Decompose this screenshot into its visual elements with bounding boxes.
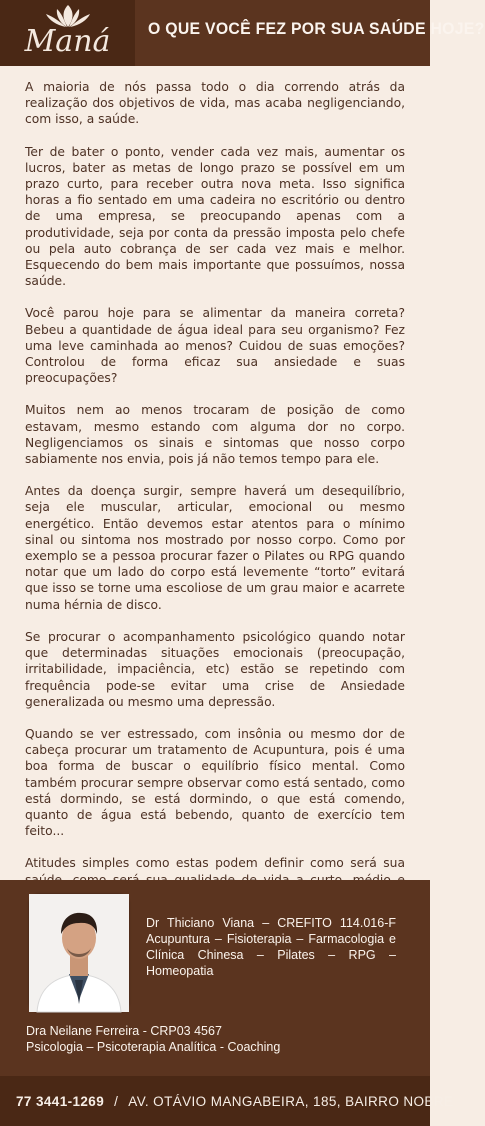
paragraph: Muitos nem ao menos trocaram de posição de como estavam, mesmo estando com alguma dor no corpo. Negligenciamos os sinais e sintomas que nosso corpo sabiamente nos envia, pois já não temos tempo para ele. [25,403,405,467]
paragraph: Atitudes simples como estas podem definir como será sua [25,856,405,871]
psychologist-name: Dra Neilane Ferreira - CRP03 4567 [26,1024,222,1038]
doctor-photo [29,894,129,1012]
paragraph: Se procurar o acompanhamento psicológico quando notar que determinadas situações emocionais (preocupação, irritabilidade, impaciência, etc) estão se repetindo com frequência pode-se evitar uma crise de Ansiedade generalizada ou mesmo uma depressão. [25,629,405,709]
header-banner [0,0,485,66]
paragraph: Ter de bater o ponto, vender cada vez mais, aumentar os lucros, bater as metas de longo prazo se possível em um prazo curto, para receber outra nova meta. Isso significa horas a fio sentado em uma cadeira no escritório ou dentro de uma empresa, se preocupando apenas com a produtividade, seja por conta da pressão imposta pelo chefe ou pela auto cobrança de ser cada vez mais e melhor. Esquecendo do bem mais importante que possuímos, nossa saúde. [25,144,405,289]
phone-number[interactable]: 77 3441-1269 [16,1094,105,1109]
profile-section [0,880,430,1076]
doctor-credentials: Dr Thiciano Viana – CREFITO 114.016-F Acupuntura – Fisioterapia – Farmacologia e Clínica Chinesa – Pilates – RPG – Homeopatia [146,916,396,978]
paragraph: Quando se ver estressado, com insônia ou mesmo dor de cabeça procurar um tratamento de Acupuntura, pois é uma boa forma de buscar o equilíbrio físico mental. Como também procurar sempre observar como está sentado, como está dormindo, se está dormindo, o que está comendo, quanto de água está bebendo, quanto de exercício tem feito... [25,726,405,839]
article-body [25,79,405,920]
contact-bar [0,1076,454,1126]
brand-logo [0,0,135,66]
page-title: O QUE VOCÊ FEZ POR SUA SAÚDE HOJE? [148,19,485,38]
paragraph: Você parou hoje para se alimentar da maneira correta? Bebeu a quantidade de água ideal para seu organismo? Fez uma leve caminhada ao menos? Cuidou de suas emoções? Controlou de forma eficaz sua ansiedade e suas preocupações? [25,306,405,386]
address: AV. OTÁVIO MANGABEIRA, 185, BAIRRO NOBRE [128,1094,454,1109]
logo-text: Maná [24,24,111,59]
paragraph: Antes da doença surgir, sempre haverá um desequilíbrio, seja ele muscular, articular, emocional ou mesmo energético. Então devemos estar atentos para o mínimo sinal ou sintoma nos mostrado por nosso corpo. Como por exemplo se a pessoa procurar fazer o Pilates ou RPG quando notar que um lado do corpo está levemente “torto” evitará que isso se torne uma escoliose de um grau maior e acarrete numa hérnia de disco. [25,484,405,612]
psychologist-info [26,1023,326,1055]
paragraph: A maioria de nós passa todo o dia correndo atrás da realização dos objetivos de vida, mas acaba negligenciando, com isso, a saúde. [25,80,405,127]
separator: / [114,1094,119,1109]
psychologist-specialties: Psicologia – Psicoterapia Analítica - Coaching [26,1040,281,1054]
